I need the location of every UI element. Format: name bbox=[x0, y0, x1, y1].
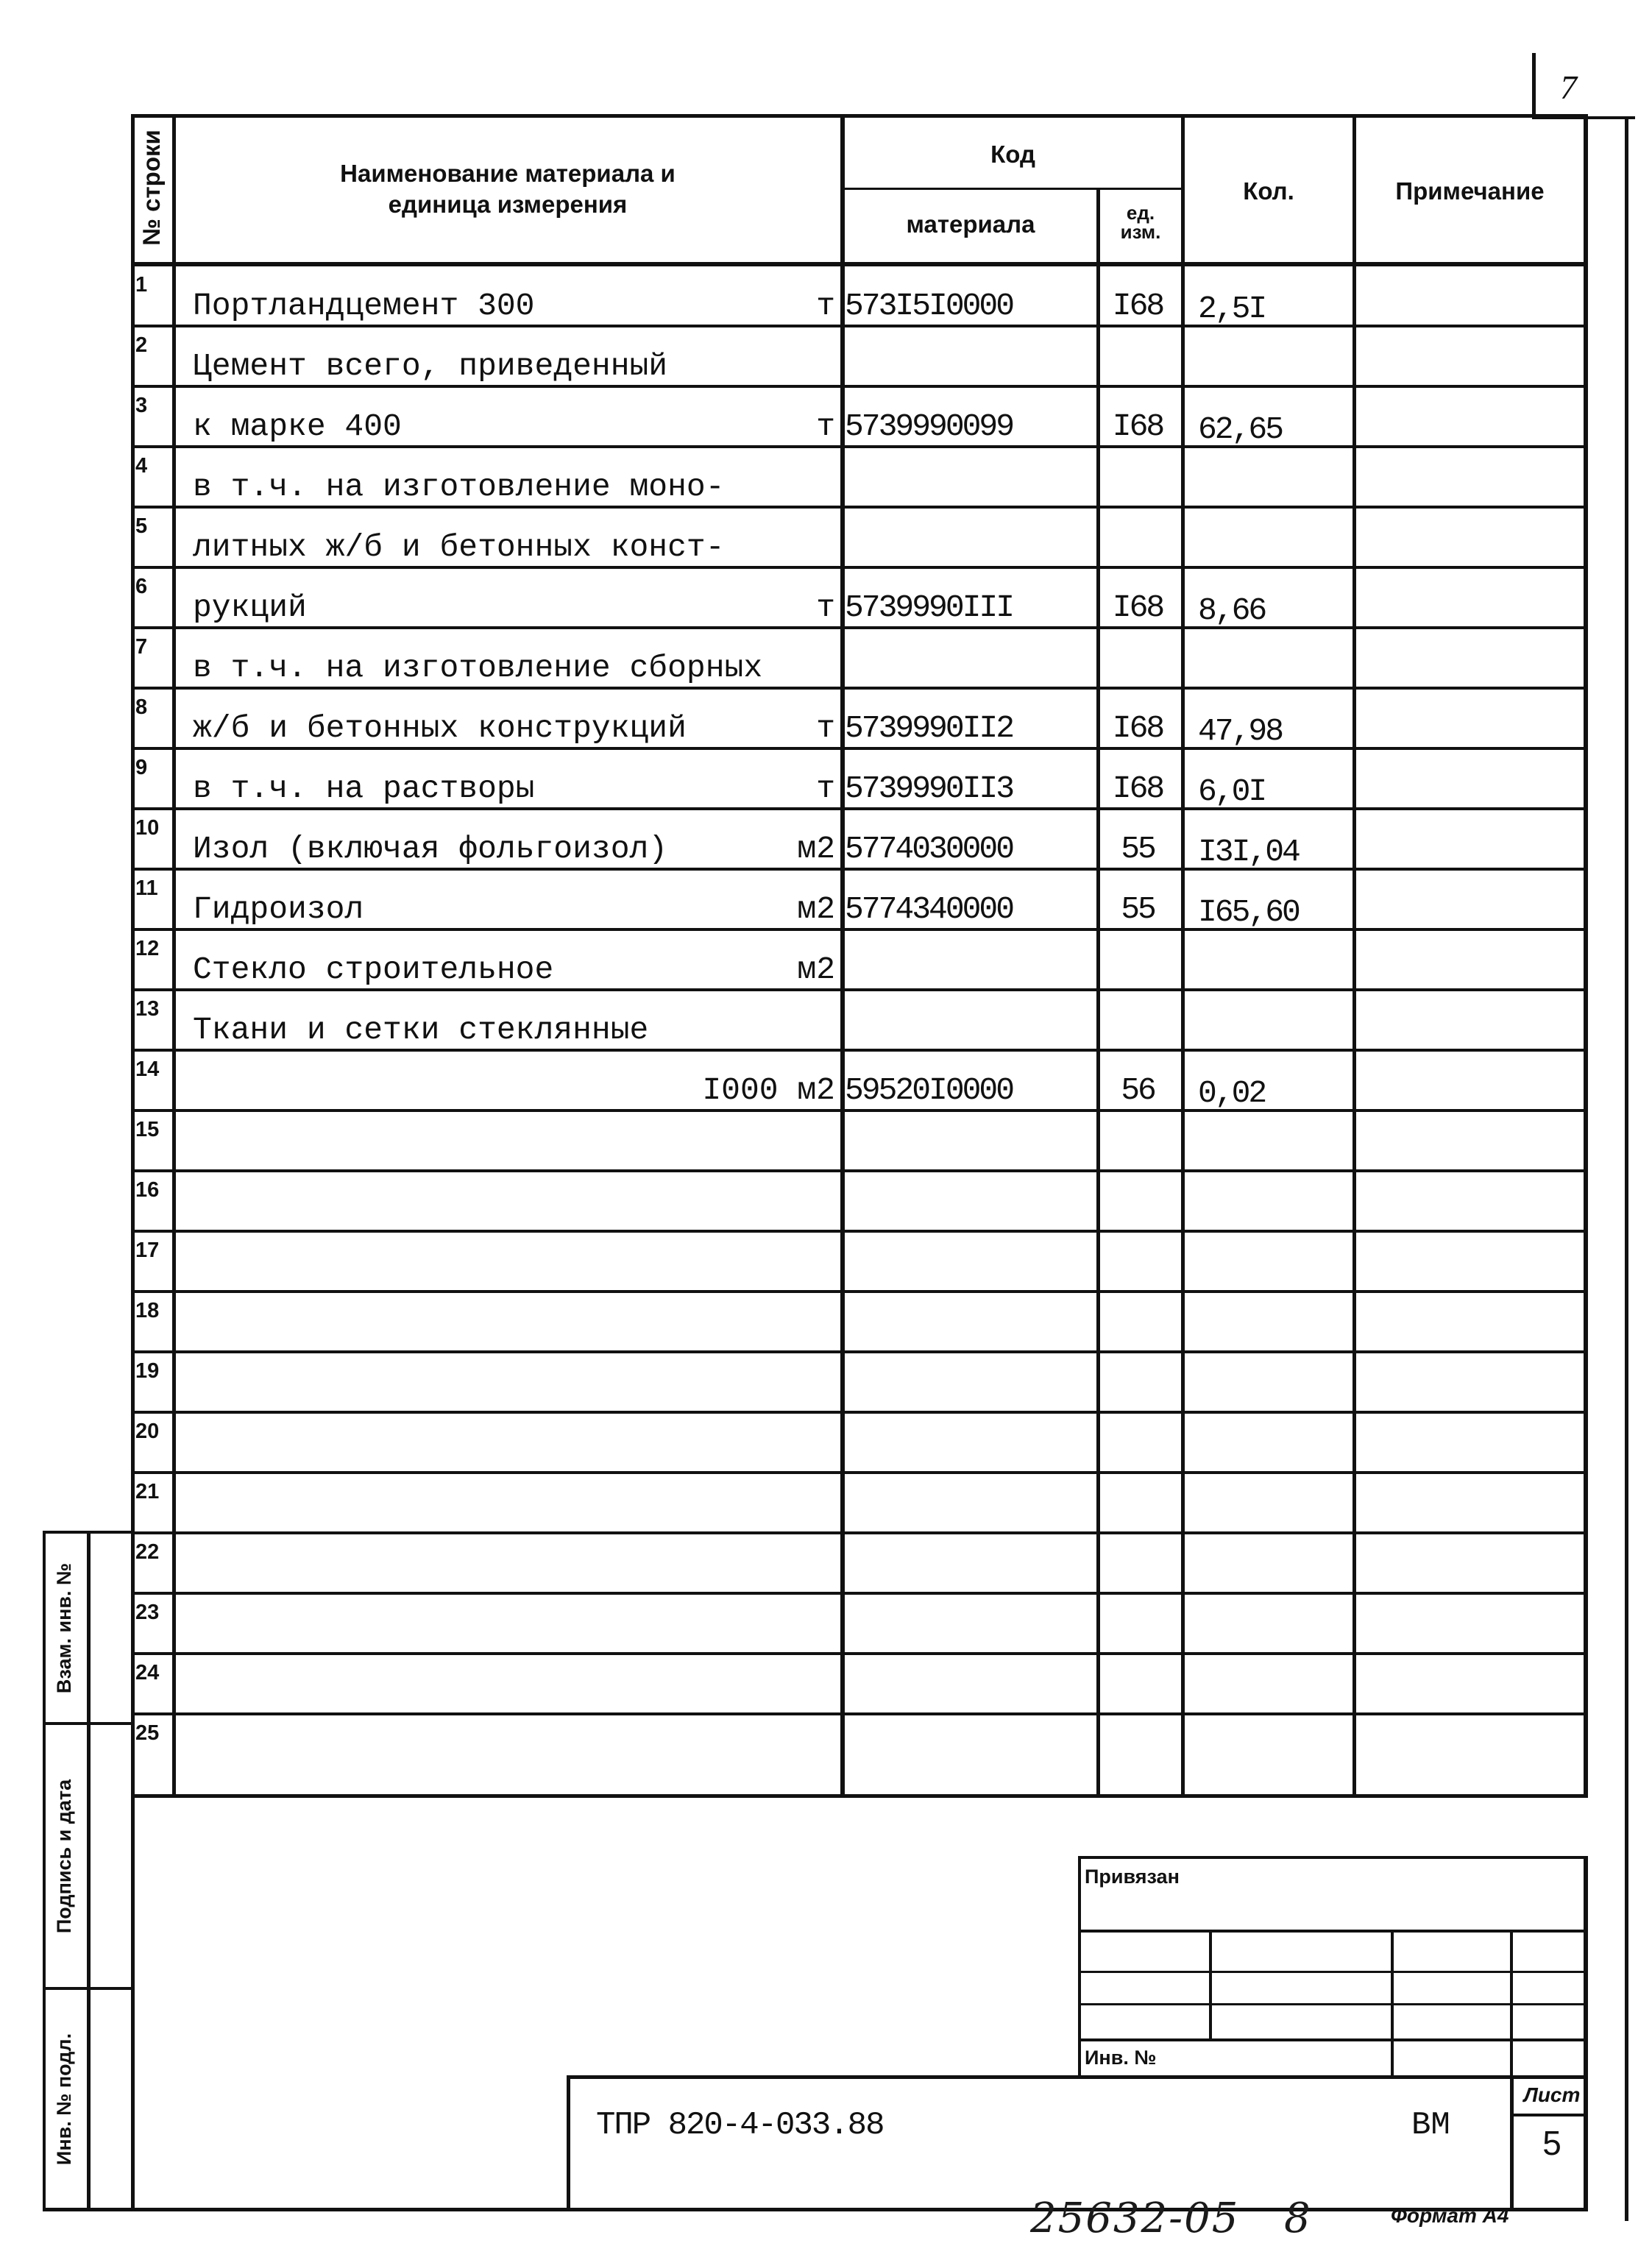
tb-border bbox=[1510, 2075, 1514, 2211]
tb-border bbox=[1510, 2114, 1588, 2116]
material-code: 5774340000 bbox=[845, 891, 1013, 927]
table-row bbox=[0, 387, 1652, 447]
unit-code bbox=[1096, 467, 1179, 508]
material-unit bbox=[751, 527, 835, 568]
stamp-vzam-inv-label: Взам. инв. № bbox=[53, 1562, 76, 1693]
document-code: ТПР 820-4-033.88 bbox=[596, 2107, 884, 2144]
inv-no-label: Инв. № bbox=[1085, 2047, 1157, 2069]
material-code bbox=[845, 1010, 1088, 1051]
table-row bbox=[0, 266, 1652, 327]
sheet-label: Лист bbox=[1523, 2083, 1581, 2106]
format-label: Формат А4 bbox=[1391, 2204, 1509, 2227]
header-name-line1: Наименование материала и bbox=[340, 160, 676, 187]
quantity: 8,66 bbox=[1198, 592, 1266, 628]
table-row bbox=[0, 1292, 1652, 1353]
material-name: рукций bbox=[193, 589, 307, 626]
material-name: ж/б и бетонных конструкций bbox=[193, 710, 687, 746]
stamp-podpis-data bbox=[43, 1725, 87, 1987]
material-name: Портландцемент 300 bbox=[193, 288, 535, 324]
row-number: 17 bbox=[135, 1239, 160, 1262]
unit-code: I68 bbox=[1112, 288, 1163, 324]
material-unit: м2 bbox=[797, 952, 835, 988]
quantity: 2,5I bbox=[1198, 291, 1266, 327]
tb-border bbox=[1209, 1930, 1212, 2040]
unit-code bbox=[1096, 1010, 1179, 1051]
unit-code bbox=[1096, 949, 1179, 991]
quantity: 6,0I bbox=[1198, 773, 1266, 810]
material-unit: I000 м2 bbox=[702, 1072, 835, 1108]
material-name: Цемент всего, приведенный bbox=[193, 348, 668, 384]
header-code-unit-line2: изм. bbox=[1120, 221, 1161, 243]
row-number: 8 bbox=[135, 695, 148, 719]
row-number: 5 bbox=[135, 514, 148, 538]
material-code bbox=[845, 648, 1088, 689]
tb-border bbox=[1078, 1856, 1081, 2078]
quantity bbox=[1198, 470, 1354, 511]
handwritten-eight: 8 bbox=[1284, 2195, 1311, 2242]
privyazan-label: Привязан bbox=[1085, 1866, 1180, 1888]
material-name: к марке 400 bbox=[193, 408, 402, 444]
material-name: в т.ч. на изготовление моно- bbox=[193, 469, 725, 505]
material-unit: м2 bbox=[797, 831, 835, 867]
table-row bbox=[0, 1594, 1652, 1654]
row-number: 25 bbox=[135, 1721, 160, 1745]
unit-code: 55 bbox=[1121, 891, 1155, 927]
row-number: 10 bbox=[135, 816, 160, 840]
table-row bbox=[0, 327, 1652, 387]
table-row bbox=[0, 1051, 1652, 1111]
header-row-number-label: № строки bbox=[138, 130, 165, 246]
row-number: 18 bbox=[135, 1299, 160, 1322]
material-unit: м2 bbox=[797, 891, 835, 927]
document-mark: ВМ bbox=[1411, 2107, 1450, 2144]
material-code: 5739990099 bbox=[845, 408, 1013, 444]
tb-border bbox=[1078, 1856, 1588, 1859]
header-code: Код bbox=[990, 141, 1035, 168]
tb-border bbox=[1510, 1930, 1513, 2077]
material-code: 5774030000 bbox=[845, 831, 1013, 867]
unit-code: 55 bbox=[1121, 831, 1155, 867]
row-number: 2 bbox=[135, 333, 148, 357]
material-unit bbox=[751, 1010, 835, 1051]
material-name: в т.ч. на изготовление сборных bbox=[193, 650, 763, 686]
tb-border bbox=[1391, 1930, 1394, 2077]
material-name: литных ж/б и бетонных конст- bbox=[193, 529, 725, 565]
quantity: 62,65 bbox=[1198, 411, 1283, 447]
stamp-inv-podl-label: Инв. № подл. bbox=[53, 2033, 76, 2165]
quantity bbox=[1198, 952, 1354, 993]
row-number: 15 bbox=[135, 1118, 160, 1141]
quantity bbox=[1198, 651, 1354, 692]
quantity bbox=[1198, 1013, 1354, 1054]
page-number: 7 bbox=[1560, 68, 1577, 106]
stamp-inv-podl bbox=[43, 1990, 87, 2208]
row-number: 16 bbox=[135, 1178, 160, 1202]
unit-code bbox=[1096, 346, 1179, 387]
row-number: 1 bbox=[135, 273, 148, 297]
quantity bbox=[1198, 530, 1354, 571]
table-row bbox=[0, 508, 1652, 568]
tb-border bbox=[567, 2075, 570, 2211]
material-code bbox=[845, 346, 1088, 387]
table-row bbox=[0, 749, 1652, 810]
material-code: 5739990II3 bbox=[845, 771, 1013, 807]
tb-border bbox=[567, 2075, 1588, 2079]
header-note: Примечание bbox=[1395, 177, 1545, 205]
stamp-vzam-inv bbox=[43, 1534, 87, 1722]
material-unit: т bbox=[816, 408, 835, 444]
table-row bbox=[0, 1473, 1652, 1534]
material-name: Ткани и сетки стеклянные bbox=[193, 1012, 649, 1048]
row-number: 23 bbox=[135, 1601, 160, 1624]
material-code: 5739990II2 bbox=[845, 710, 1013, 746]
material-code: 573I5I0000 bbox=[845, 288, 1013, 324]
table-row bbox=[0, 1654, 1652, 1715]
stamp-podpis-data-label: Подпись и дата bbox=[53, 1779, 76, 1933]
unit-code: I68 bbox=[1112, 589, 1163, 626]
table-row bbox=[0, 1172, 1652, 1232]
table-row bbox=[0, 447, 1652, 508]
table-row bbox=[0, 689, 1652, 749]
row-number: 20 bbox=[135, 1420, 160, 1443]
table-row bbox=[0, 1353, 1652, 1413]
material-code bbox=[845, 949, 1088, 991]
unit-code bbox=[1096, 527, 1179, 568]
table-row bbox=[0, 628, 1652, 689]
table-row bbox=[0, 810, 1652, 870]
table-row bbox=[0, 870, 1652, 930]
row-number: 9 bbox=[135, 756, 148, 779]
row-number: 13 bbox=[135, 997, 160, 1021]
unit-code: I68 bbox=[1112, 710, 1163, 746]
unit-code: 56 bbox=[1121, 1072, 1155, 1108]
row-number: 3 bbox=[135, 394, 148, 417]
material-unit bbox=[751, 467, 835, 508]
material-name: Изол (включая фольгоизол) bbox=[193, 831, 668, 867]
row-number: 24 bbox=[135, 1661, 160, 1685]
header-code-unit-line1: ед. bbox=[1126, 202, 1155, 224]
material-unit: т bbox=[816, 771, 835, 807]
table-row bbox=[0, 991, 1652, 1051]
table-row bbox=[0, 1111, 1652, 1172]
stamp-border bbox=[87, 1531, 91, 2211]
table-row bbox=[0, 568, 1652, 628]
row-number: 11 bbox=[135, 876, 158, 900]
quantity: I3I,04 bbox=[1198, 834, 1299, 870]
header-code-material: материала bbox=[906, 210, 1035, 238]
material-name: Стекло строительное bbox=[193, 952, 554, 988]
header-name-line2: единица измерения bbox=[388, 191, 628, 218]
quantity: 0,02 bbox=[1198, 1075, 1266, 1111]
material-code bbox=[845, 467, 1088, 508]
material-name: Гидроизол bbox=[193, 891, 364, 927]
material-unit: т bbox=[816, 288, 835, 324]
row-number: 22 bbox=[135, 1540, 160, 1564]
material-unit bbox=[751, 346, 835, 387]
quantity bbox=[1198, 349, 1354, 390]
row-number: 12 bbox=[135, 937, 160, 960]
material-name: в т.ч. на растворы bbox=[193, 771, 535, 807]
table-row bbox=[0, 1232, 1652, 1292]
row-number: 4 bbox=[135, 454, 148, 478]
table-row bbox=[0, 1413, 1652, 1473]
material-code: 5739990III bbox=[845, 589, 1013, 626]
unit-code bbox=[1096, 648, 1179, 689]
row-number: 6 bbox=[135, 575, 148, 598]
quantity: 47,98 bbox=[1198, 713, 1283, 749]
material-unit bbox=[751, 648, 835, 689]
material-code bbox=[845, 527, 1088, 568]
sheet-number: 5 bbox=[1542, 2124, 1561, 2162]
header-quantity: Кол. bbox=[1243, 177, 1294, 205]
material-unit: т bbox=[816, 589, 835, 626]
quantity: I65,60 bbox=[1198, 894, 1299, 930]
table-row bbox=[0, 1715, 1652, 1775]
row-number: 14 bbox=[135, 1058, 160, 1081]
material-unit: т bbox=[816, 710, 835, 746]
unit-code: I68 bbox=[1112, 771, 1163, 807]
material-code: 59520I0000 bbox=[845, 1072, 1013, 1108]
table-row bbox=[0, 930, 1652, 991]
handwritten-number: 25632-05 bbox=[1030, 2195, 1240, 2242]
page-bottom-border bbox=[43, 2208, 1588, 2211]
table-row bbox=[0, 1534, 1652, 1594]
unit-code: I68 bbox=[1112, 408, 1163, 444]
row-number: 21 bbox=[135, 1480, 160, 1503]
row-number: 7 bbox=[135, 635, 148, 659]
row-number: 19 bbox=[135, 1359, 160, 1383]
